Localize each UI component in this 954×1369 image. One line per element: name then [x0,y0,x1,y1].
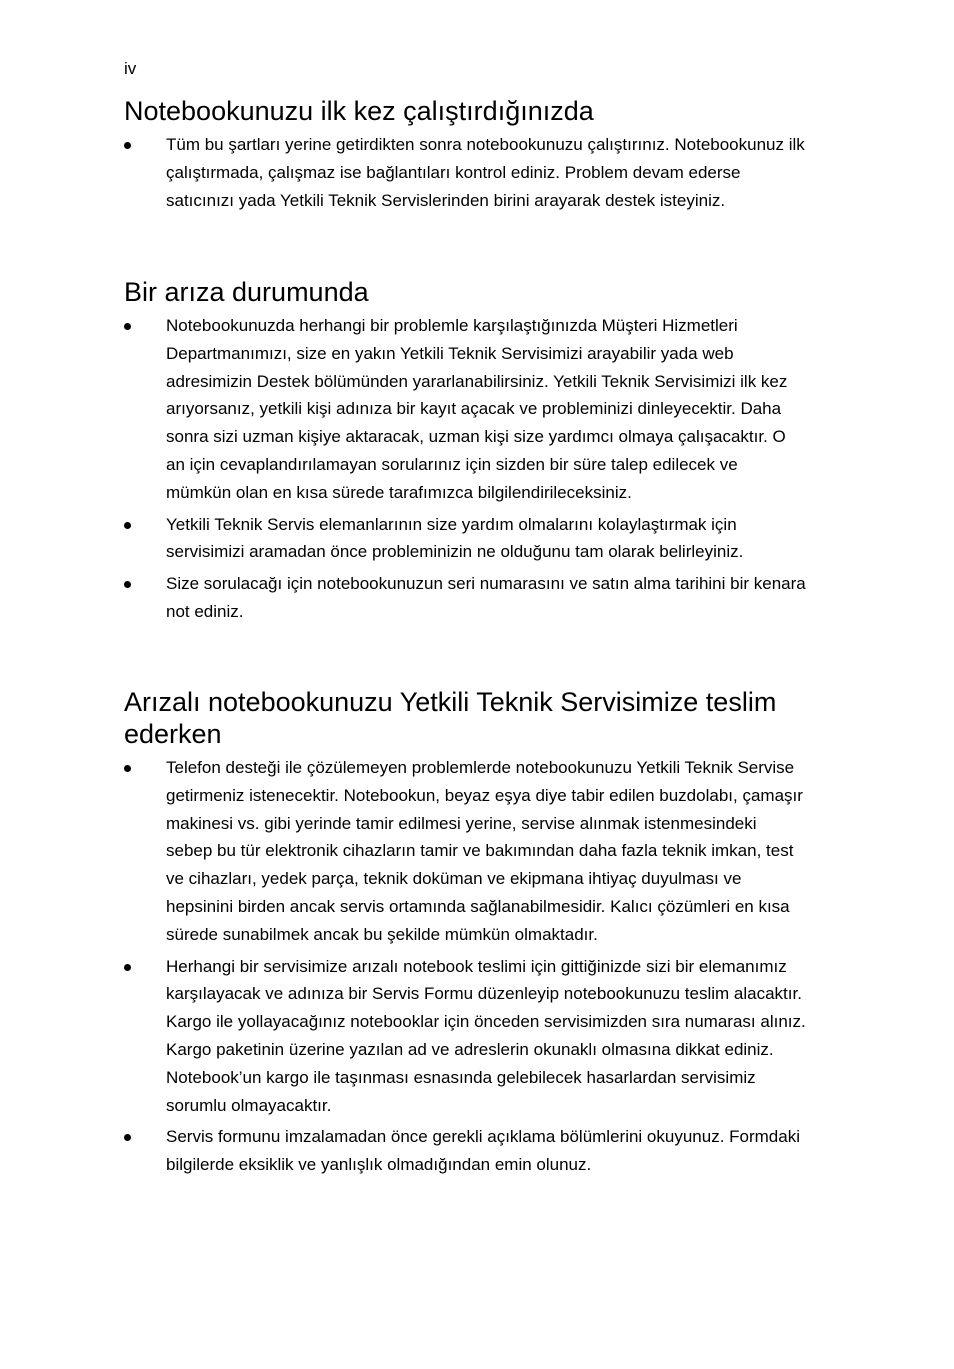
bullet-dot-icon [124,1134,131,1141]
section-first-use [124,95,824,218]
list-item [124,953,824,1120]
bullet-list-fault [124,312,824,626]
section-title-service-delivery: Arızalı notebookunuzu Yetkili Teknik Servisimize teslim ederken [124,687,777,749]
bullet-text: Servis formunu imzalamadan önce gerekli açıklama bölümlerini okuyunuz. Formdaki bilgilerde eksiklik ve yanlışlık olmadığından emin olunuz. [166,1127,800,1175]
bullet-list-first-use [124,131,824,214]
bullet-text: Tüm bu şartları yerine getirdikten sonra notebookunuzu çalıştırınız. Notebookunuz ilk çalıştırmada, çalışmaz ise bağlantıları kontrol ediniz. Problem devam ederse satıcınızı yada Yetkili Teknik Servislerinden birini arayarak destek isteyiniz. [166,135,805,210]
bullet-dot-icon [124,964,131,971]
bullet-text: Telefon desteği ile çözülemeyen problemlerde notebookunuzu Yetkili Teknik Servise getirmeniz istenecektir. Notebookun, beyaz eşya diye tabir edilen buzdolabı, çamaşır makinesi vs. gibi yerinde tamir edilmesi yerine, servise alınmak istenmesindeki sebep bu tür elektronik cihazların tamir ve bakımından daha fazla teknik imkan, test ve cihazları, yedek parça, teknik doküman ve ekipmana ihtiyaç duyulması ve hepsinini birden ancak servis ortamında sağlanabilmesidir. Kalıcı çözümleri en kısa sürede sunabilmek ancak bu şekilde mümkün olmaktadır. [166,758,803,944]
bullet-list-service-delivery [124,754,824,1179]
list-item [124,312,824,507]
section-fault [124,276,824,630]
list-item [124,511,824,567]
list-item [124,570,824,626]
section-service-delivery [124,686,824,1183]
bullet-text: Yetkili Teknik Servis elemanlarının size yardım olmalarını kolaylaştırmak için servisimizi aramadan önce probleminizin ne olduğunu tam olarak belirleyiniz. [166,514,744,562]
bullet-dot-icon [124,581,131,588]
section-title-first-use: Notebookunuzu ilk kez çalıştırdığınızda [124,96,594,126]
section-title-fault: Bir arıza durumunda [124,277,369,307]
page-number: iv [124,59,137,78]
bullet-text: Herhangi bir servisimize arızalı notebook teslimi için gittiğinizde sizi bir elemanımız karşılayacak ve adınıza bir Servis Formu düzenleyip notebookunuzu teslim alacaktır. Kargo ile yollayacağınız notebooklar için önceden servisimizden sıra numarası alınız. Kargo paketinin üzerine yazılan ad ve adreslerin okunaklı olmasına dikkat ediniz. Notebook’un kargo ile taşınması esnasında gelebilecek hasarlardan servisimiz sorumlu olmayacaktır. [166,956,806,1115]
bullet-dot-icon [124,323,131,330]
bullet-text: Size sorulacağı için notebookunuzun seri numarasını ve satın alma tarihini bir kenara not ediniz. [166,574,806,621]
list-item [124,131,824,214]
bullet-dot-icon [124,142,131,149]
bullet-dot-icon [124,522,131,529]
list-item [124,1123,824,1179]
list-item [124,754,824,949]
bullet-dot-icon [124,765,131,772]
bullet-text: Notebookunuzda herhangi bir problemle karşılaştığınızda Müşteri Hizmetleri Departmanımızı, size en yakın Yetkili Teknik Servisimizi arayabilir yada web adresimizin Destek bölümünden yararlanabilirsiniz. Yetkili Teknik Servisimizi ilk kez arıyorsanız, yetkili kişi adınıza bir kayıt açacak ve probleminizi dinleyecektir. Daha sonra sizi uzman kişiye aktaracak, uzman kişi size yardımcı olmaya çalışacaktır. O an için cevaplandırılamayan sorularınız için sizden bir süre talep edilecek ve mümkün olan en kısa sürede tarafımızca bilgilendirileceksiniz. [166,316,788,502]
